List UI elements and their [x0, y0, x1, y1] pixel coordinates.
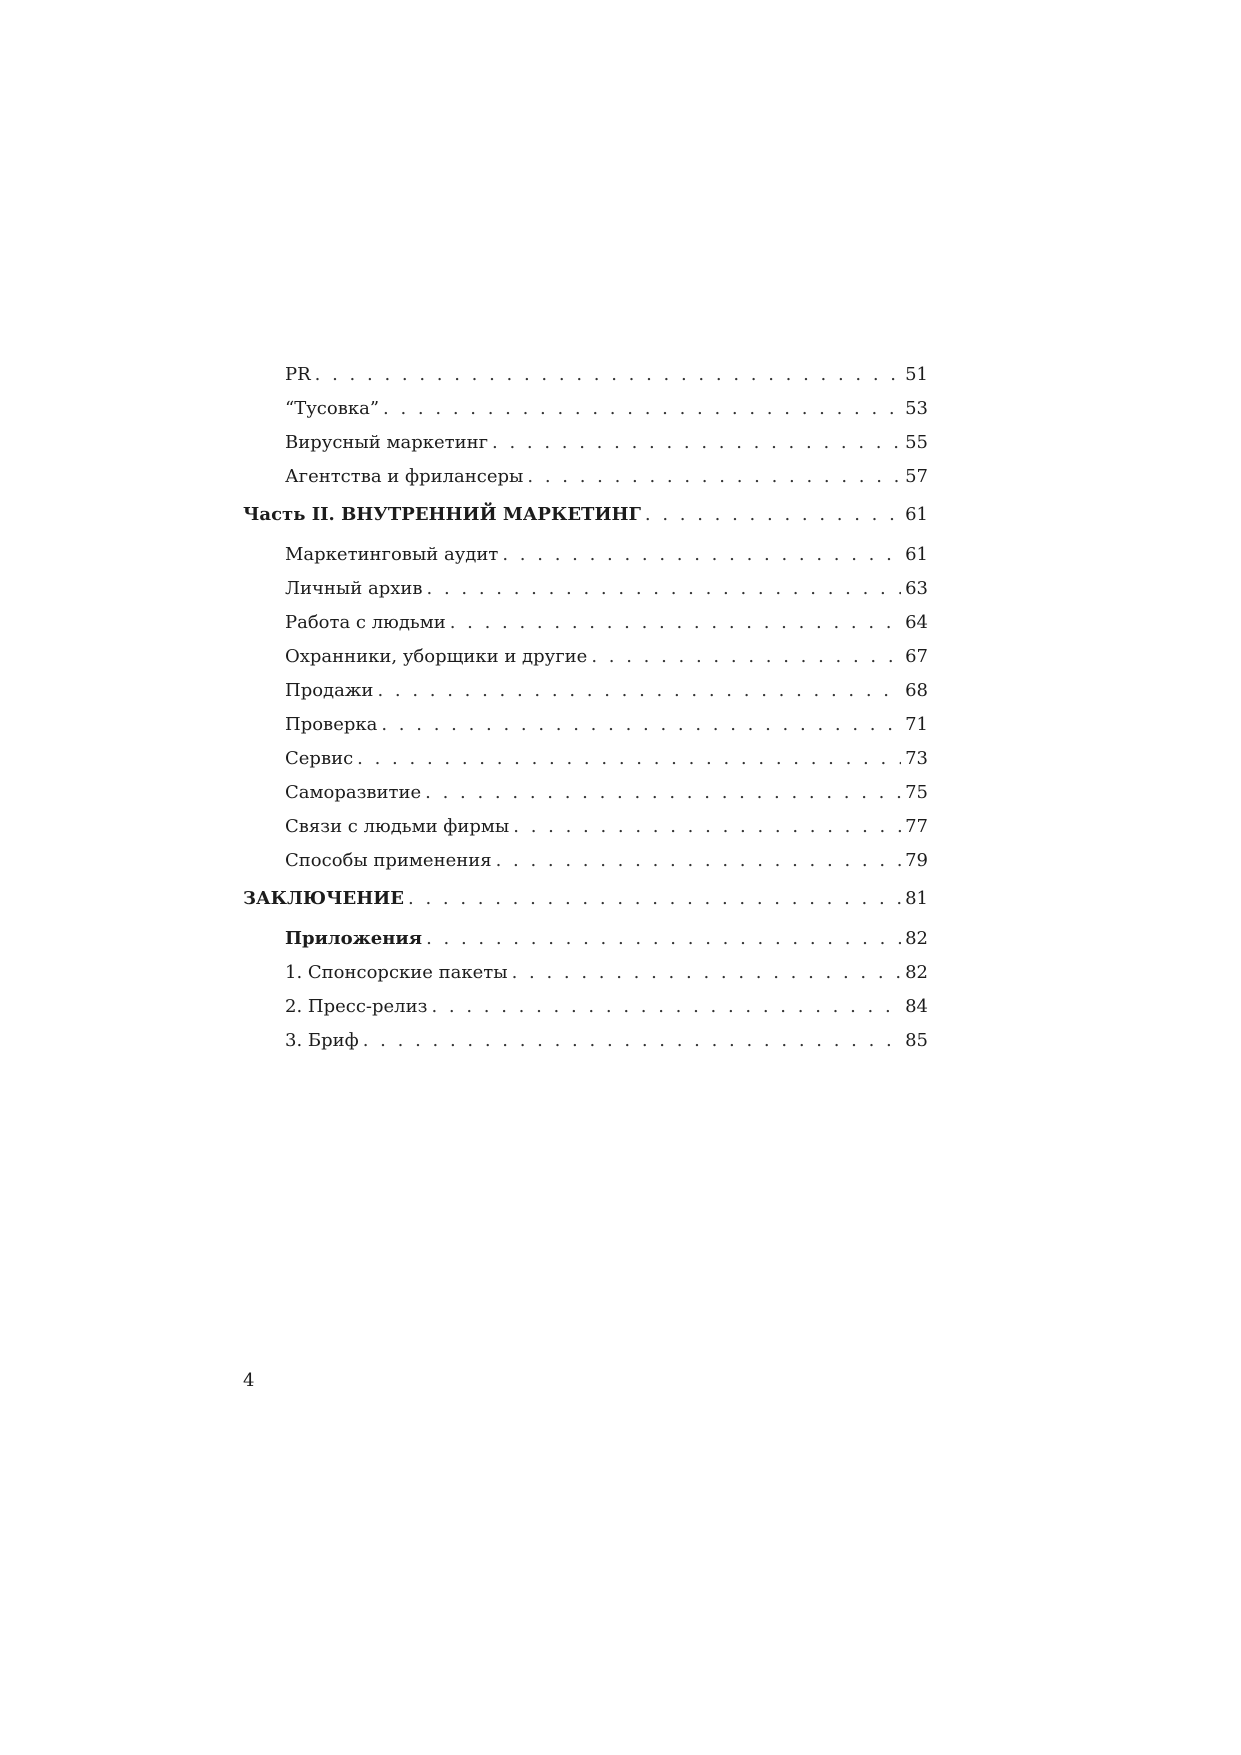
- toc-entry: [243, 542, 928, 568]
- toc-entry-page: 53: [905, 398, 928, 419]
- toc-dot-leader: [492, 430, 901, 456]
- toc-entry-page: 84: [905, 996, 928, 1017]
- toc-dot-leader: [383, 396, 901, 422]
- toc-entry-label: Проверка: [285, 714, 378, 735]
- toc-entry-page: 63: [905, 578, 928, 599]
- toc-entry: [243, 848, 928, 874]
- page-number: 4: [243, 1370, 255, 1391]
- toc-entry: [243, 644, 928, 670]
- toc-entry-page: 75: [905, 782, 928, 803]
- toc-entry: [243, 430, 928, 456]
- table-of-contents: [243, 362, 928, 1062]
- toc-section-heading: [243, 502, 928, 528]
- toc-entry: [243, 814, 928, 840]
- toc-entry-page: 85: [905, 1030, 928, 1051]
- toc-entry-page: 73: [905, 748, 928, 769]
- toc-entry: [243, 712, 928, 738]
- toc-entry-page: 64: [905, 612, 928, 633]
- toc-entry-page: 81: [905, 888, 928, 909]
- toc-dot-leader: [527, 464, 901, 490]
- toc-entry-label: Связи с людьми фирмы: [285, 816, 510, 837]
- toc-dot-leader: [502, 542, 901, 568]
- toc-entry-page: 77: [905, 816, 928, 837]
- toc-dot-leader: [450, 610, 901, 636]
- toc-entry: [243, 926, 928, 952]
- toc-entry-label: Продажи: [285, 680, 374, 701]
- toc-dot-leader: [513, 814, 901, 840]
- toc-dot-leader: [408, 886, 901, 912]
- toc-dot-leader: [512, 960, 902, 986]
- toc-dot-leader: [496, 848, 902, 874]
- toc-entry-label: Сервис: [285, 748, 354, 769]
- toc-entry-label: ЗАКЛЮЧЕНИЕ: [243, 888, 404, 909]
- toc-dot-leader: [427, 576, 902, 602]
- toc-entry-label: Работа с людьми: [285, 612, 446, 633]
- toc-entry: [243, 576, 928, 602]
- toc-entry-label: Охранники, уборщики и другие: [285, 646, 588, 667]
- toc-dot-leader: [431, 994, 901, 1020]
- toc-dot-leader: [377, 678, 901, 704]
- toc-entry: [243, 994, 928, 1020]
- toc-entry-page: 79: [905, 850, 928, 871]
- toc-dot-leader: [425, 780, 901, 806]
- toc-entry: [243, 960, 928, 986]
- toc-dot-leader: [363, 1028, 901, 1054]
- toc-entry: [243, 464, 928, 490]
- toc-entry-page: 82: [905, 928, 928, 949]
- toc-entry: [243, 610, 928, 636]
- toc-entry-label: Агентства и фрилансеры: [285, 466, 524, 487]
- toc-entry-page: 57: [905, 466, 928, 487]
- toc-dot-leader: [357, 746, 901, 772]
- toc-entry-label: PR: [285, 364, 311, 385]
- toc-entry-label: “Тусовка”: [285, 398, 380, 419]
- toc-entry-label: 2. Пресс-релиз: [285, 996, 428, 1017]
- toc-dot-leader: [591, 644, 901, 670]
- toc-entry-label: Личный архив: [285, 578, 423, 599]
- toc-dot-leader: [315, 362, 901, 388]
- toc-entry-page: 68: [905, 680, 928, 701]
- toc-entry: [243, 678, 928, 704]
- toc-dot-leader: [426, 926, 901, 952]
- toc-entry: [243, 1028, 928, 1054]
- toc-entry-page: 51: [905, 364, 928, 385]
- toc-entry-label: Вирусный маркетинг: [285, 432, 489, 453]
- toc-entry-label: Приложения: [285, 928, 423, 949]
- toc-entry-label: Часть II. ВНУТРЕННИЙ МАРКЕТИНГ: [243, 504, 641, 525]
- toc-entry: [243, 396, 928, 422]
- toc-entry-page: 67: [905, 646, 928, 667]
- toc-entry-label: Саморазвитие: [285, 782, 422, 803]
- toc-dot-leader: [645, 502, 901, 528]
- toc-entry-label: 3. Бриф: [285, 1030, 359, 1051]
- toc-dot-leader: [381, 712, 901, 738]
- toc-entry: [243, 362, 928, 388]
- toc-entry-label: 1. Спонсорские пакеты: [285, 962, 508, 983]
- toc-entry-page: 71: [905, 714, 928, 735]
- toc-entry-page: 61: [905, 504, 928, 525]
- toc-section-heading: [243, 886, 928, 912]
- toc-entry-page: 82: [905, 962, 928, 983]
- toc-entry: [243, 780, 928, 806]
- toc-entry-label: Способы применения: [285, 850, 492, 871]
- toc-entry-page: 55: [905, 432, 928, 453]
- toc-entry-label: Маркетинговый аудит: [285, 544, 499, 565]
- toc-entry: [243, 746, 928, 772]
- toc-entry-page: 61: [905, 544, 928, 565]
